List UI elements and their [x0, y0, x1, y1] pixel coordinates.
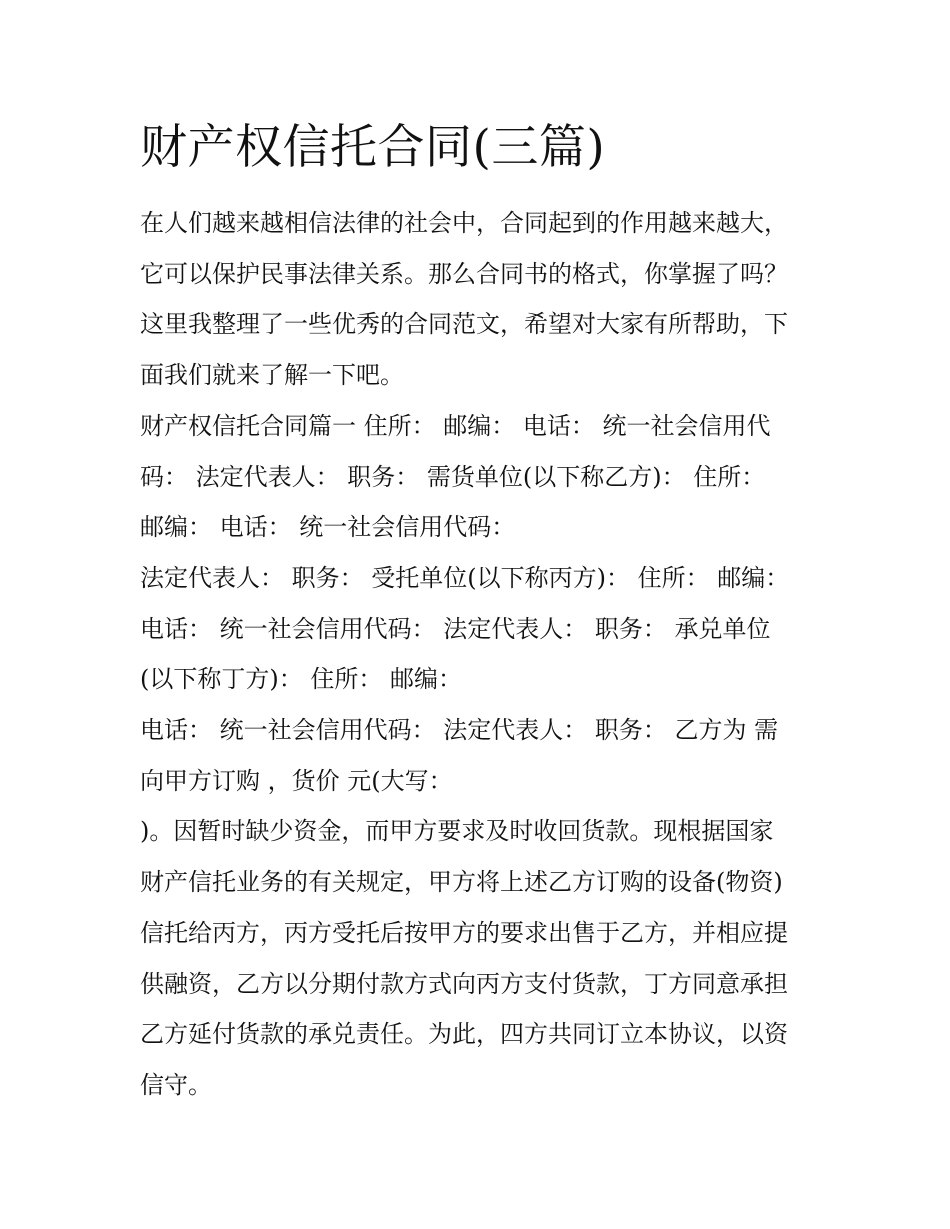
- body-line: 信托给丙方，丙方受托后按甲方的要求出售于乙方，并相应提: [140, 918, 788, 947]
- body-line: 电话： 统一社会信用代码： 法定代表人： 职务： 乙方为 需: [140, 716, 779, 745]
- document-title: 财产权信托合同(三篇): [140, 120, 606, 175]
- body-line: 面我们就来了解一下吧。: [140, 361, 404, 390]
- body-line: (以下称丁方)： 住所： 邮编：: [140, 665, 462, 694]
- body-line: 在人们越来越相信法律的社会中，合同起到的作用越来越大，: [140, 209, 788, 237]
- body-line: 财产权信托合同篇一 住所： 邮编： 电话： 统一社会信用代: [140, 411, 771, 440]
- document-body: [140, 198, 820, 1111]
- body-line: 法定代表人： 职务： 受托单位(以下称丙方)： 住所： 邮编：: [140, 563, 790, 592]
- body-line: 这里我整理了一些优秀的合同范文，希望对大家有所帮助，下: [140, 310, 788, 339]
- body-line: 财产信托业务的有关规定，甲方将上述乙方订购的设备(物资): [140, 868, 783, 897]
- body-line: 邮编： 电话： 统一社会信用代码：: [140, 513, 516, 542]
- body-line: 乙方延付货款的承兑责任。为此，四方共同订立本协议，以资: [140, 1020, 788, 1049]
- body-line: 电话： 统一社会信用代码： 法定代表人： 职务： 承兑单位: [140, 614, 771, 643]
- body-line: 它可以保护民事法律关系。那么合同书的格式，你掌握了吗？: [140, 259, 788, 288]
- body-line: 向甲方订购 ，货价 元(大写：: [140, 766, 453, 795]
- body-line: 信守。: [140, 1070, 212, 1099]
- body-line: 码： 法定代表人： 职务： 需货单位(以下称乙方)： 住所：: [140, 462, 766, 491]
- document-page: [140, 108, 820, 1111]
- body-line: 供融资，乙方以分期付款方式向丙方支付货款，丁方同意承担: [140, 969, 788, 998]
- body-line: )。因暂时缺少资金，而甲方要求及时收回货款。现根据国家: [140, 817, 774, 846]
